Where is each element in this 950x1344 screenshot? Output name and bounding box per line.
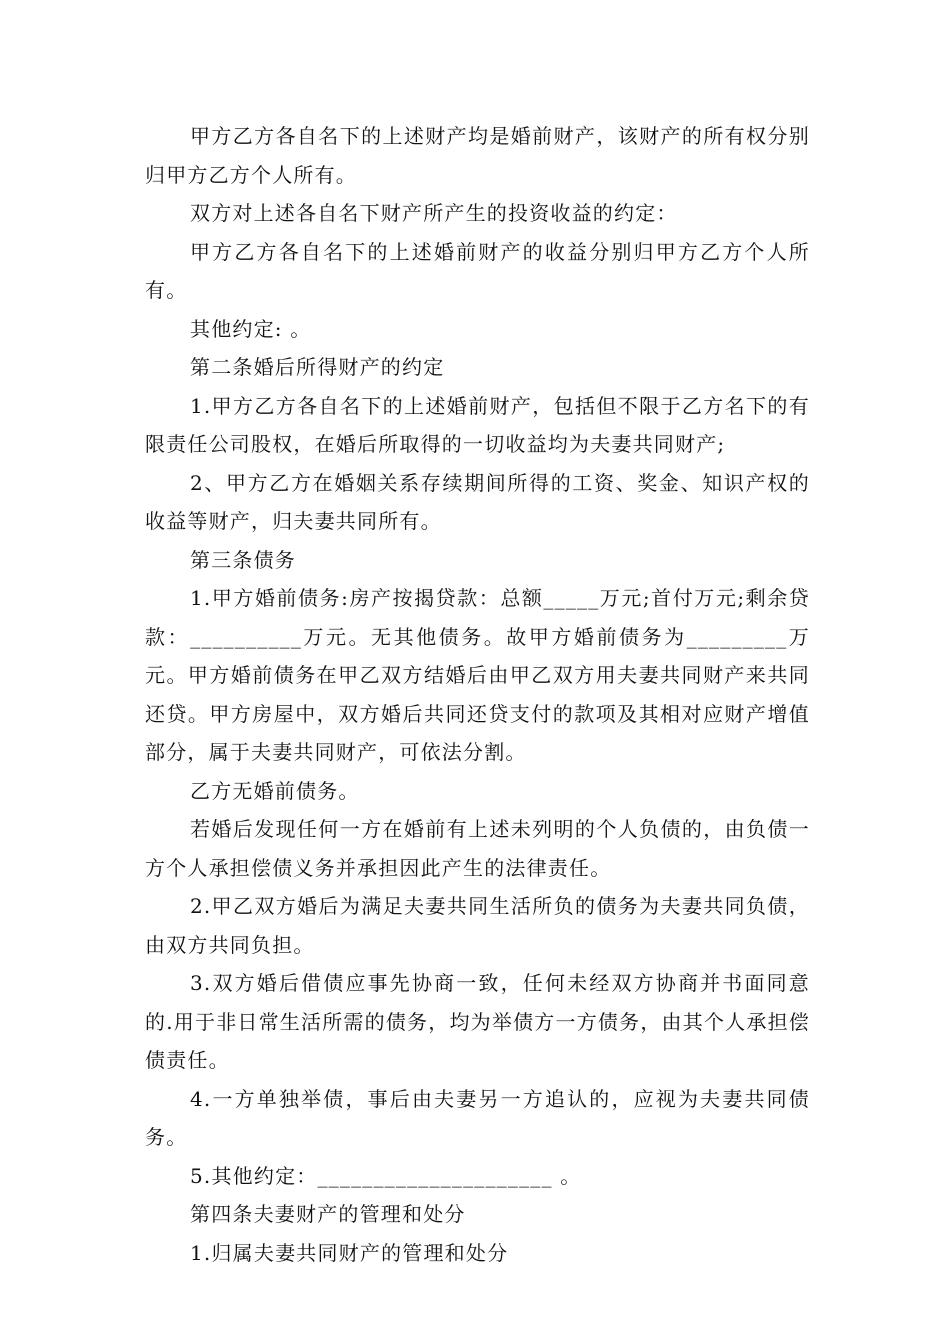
paragraph-investment-income: 甲方乙方各自名下的上述婚前财产的收益分别归甲方乙方个人所有。 <box>145 239 810 302</box>
paragraph-article-3-item-2: 2.甲乙双方婚后为满足夫妻共同生活所负的债务为夫妻共同负债，由双方共同负担。 <box>145 894 810 957</box>
paragraph-article-2-item-1: 1.甲方乙方各自名下的上述婚前财产，包括但不限于乙方名下的有限责任公司股权，在婚后所取得的一切收益均为夫妻共同财产; <box>145 393 810 456</box>
paragraph-party-b-no-debt: 乙方无婚前债务。 <box>190 778 360 803</box>
paragraph-investment-income-heading: 双方对上述各自名下财产所产生的投资收益的约定： <box>190 201 678 225</box>
paragraph-article-4-item-1: 1.归属夫妻共同财产的管理和处分 <box>190 1240 509 1265</box>
paragraph-article-3-item-3: 3.双方婚后借债应事先协商一致，任何未经双方协商并书面同意的.用于非日常生活所需的债务，均为举债方一方债务，由其个人承担偿债责任。 <box>145 971 810 1072</box>
section-heading-article-2: 第二条婚后所得财产的约定 <box>190 355 445 379</box>
paragraph-article-2-item-2: 2、甲方乙方在婚姻关系存续期间所得的工资、奖金、知识产权的收益等财产，归夫妻共同所有。 <box>145 470 810 533</box>
paragraph-article-3-item-1: 1.甲方婚前债务:房产按揭贷款：总额_____万元;首付万元;剩余贷款：__________万元。无其他债务。故甲方婚前债务为_________万元。甲方婚前债务在甲乙双方结婚后由甲乙双方用夫妻共同财产来共同还贷。甲方房屋中，双方婚后共同还贷支付的款项及其相对应财产增值部分，属于夫妻共同财产，可依法分割。 <box>145 586 810 764</box>
paragraph-undisclosed-debt: 若婚后发现任何一方在婚前有上述未列明的个人负债的，由负债一方个人承担偿债义务并承担因此产生的法律责任。 <box>145 817 810 880</box>
section-heading-article-4: 第四条夫妻财产的管理和处分 <box>190 1202 466 1226</box>
paragraph-article-3-item-4: 4.一方单独举债，事后由夫妻另一方追认的，应视为夫妻共同债务。 <box>145 1086 810 1149</box>
document-body <box>145 117 810 1272</box>
paragraph-other-agreement: 其他约定: 。 <box>190 316 312 341</box>
section-heading-article-3: 第三条债务 <box>190 547 296 572</box>
paragraph-premarital-property: 甲方乙方各自名下的上述财产均是婚前财产，该财产的所有权分别归甲方乙方个人所有。 <box>145 124 810 187</box>
paragraph-article-3-item-5: 5.其他约定：_____________________ 。 <box>190 1163 582 1188</box>
